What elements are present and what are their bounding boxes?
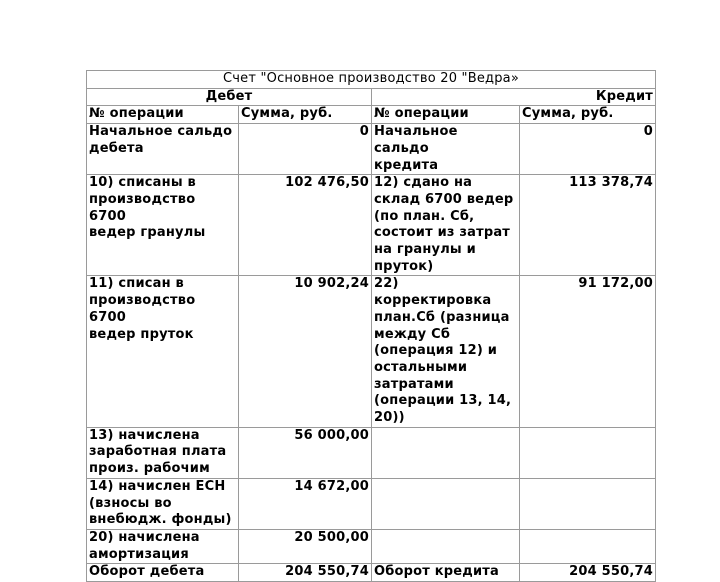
column-header-row <box>87 106 656 124</box>
sum-debit-cell: 14 672,00 <box>239 478 372 529</box>
table-row <box>87 529 656 563</box>
credit-label: Кредит <box>372 88 656 106</box>
op-debit-cell: 10) списаны в производство 6700 ведер гранулы <box>87 175 239 276</box>
debit-turnover-value: 204 550,74 <box>239 564 372 582</box>
op-credit-cell <box>372 427 520 478</box>
op-credit-cell: Начальное сальдо кредита <box>372 124 520 175</box>
sum-debit-cell: 20 500,00 <box>239 529 372 563</box>
op-credit-cell: 22) корректировка план.Сб (разница между Сб (операция 12) и остальными затратами (операции 13, 14, 20)) <box>372 276 520 427</box>
title-row <box>87 71 656 89</box>
op-debit-cell: 20) начислена амортизация <box>87 529 239 563</box>
op-debit-cell: 14) начислен ЕСН (взносы во внебюдж. фонды) <box>87 478 239 529</box>
debit-turnover-label: Оборот дебета <box>87 564 239 582</box>
sum-debit-cell: 102 476,50 <box>239 175 372 276</box>
sum-credit-cell <box>520 427 656 478</box>
header-op-credit: № операции <box>372 106 520 124</box>
side-row <box>87 88 656 106</box>
header-sum-credit: Сумма, руб. <box>520 106 656 124</box>
sum-credit-cell: 0 <box>520 124 656 175</box>
sum-debit-cell: 0 <box>239 124 372 175</box>
sum-credit-cell <box>520 529 656 563</box>
op-debit-cell: 11) списан в производство 6700 ведер пруток <box>87 276 239 427</box>
table-row <box>87 124 656 175</box>
op-debit-cell: Начальное сальдо дебета <box>87 124 239 175</box>
table-row <box>87 175 656 276</box>
sum-debit-cell: 10 902,24 <box>239 276 372 427</box>
sum-credit-cell: 91 172,00 <box>520 276 656 427</box>
table-row <box>87 276 656 427</box>
credit-turnover-label: Оборот кредита <box>372 564 520 582</box>
table-row <box>87 427 656 478</box>
header-op-debit: № операции <box>87 106 239 124</box>
op-debit-cell: 13) начислена заработная плата произ. рабочим <box>87 427 239 478</box>
sum-credit-cell: 113 378,74 <box>520 175 656 276</box>
op-credit-cell: 12) сдано на склад 6700 ведер (по план. Сб, состоит из затрат на гранулы и пруток) <box>372 175 520 276</box>
op-credit-cell <box>372 529 520 563</box>
sum-credit-cell <box>520 478 656 529</box>
account-title: Счет "Основное производство 20 "Ведра» <box>87 71 656 89</box>
t-account-table <box>86 70 656 582</box>
credit-turnover-value: 204 550,74 <box>520 564 656 582</box>
table-row <box>87 478 656 529</box>
ledger-sheet <box>86 70 655 580</box>
header-sum-debit: Сумма, руб. <box>239 106 372 124</box>
op-credit-cell <box>372 478 520 529</box>
sum-debit-cell: 56 000,00 <box>239 427 372 478</box>
debit-label: Дебет <box>87 88 372 106</box>
totals-row <box>87 564 656 582</box>
